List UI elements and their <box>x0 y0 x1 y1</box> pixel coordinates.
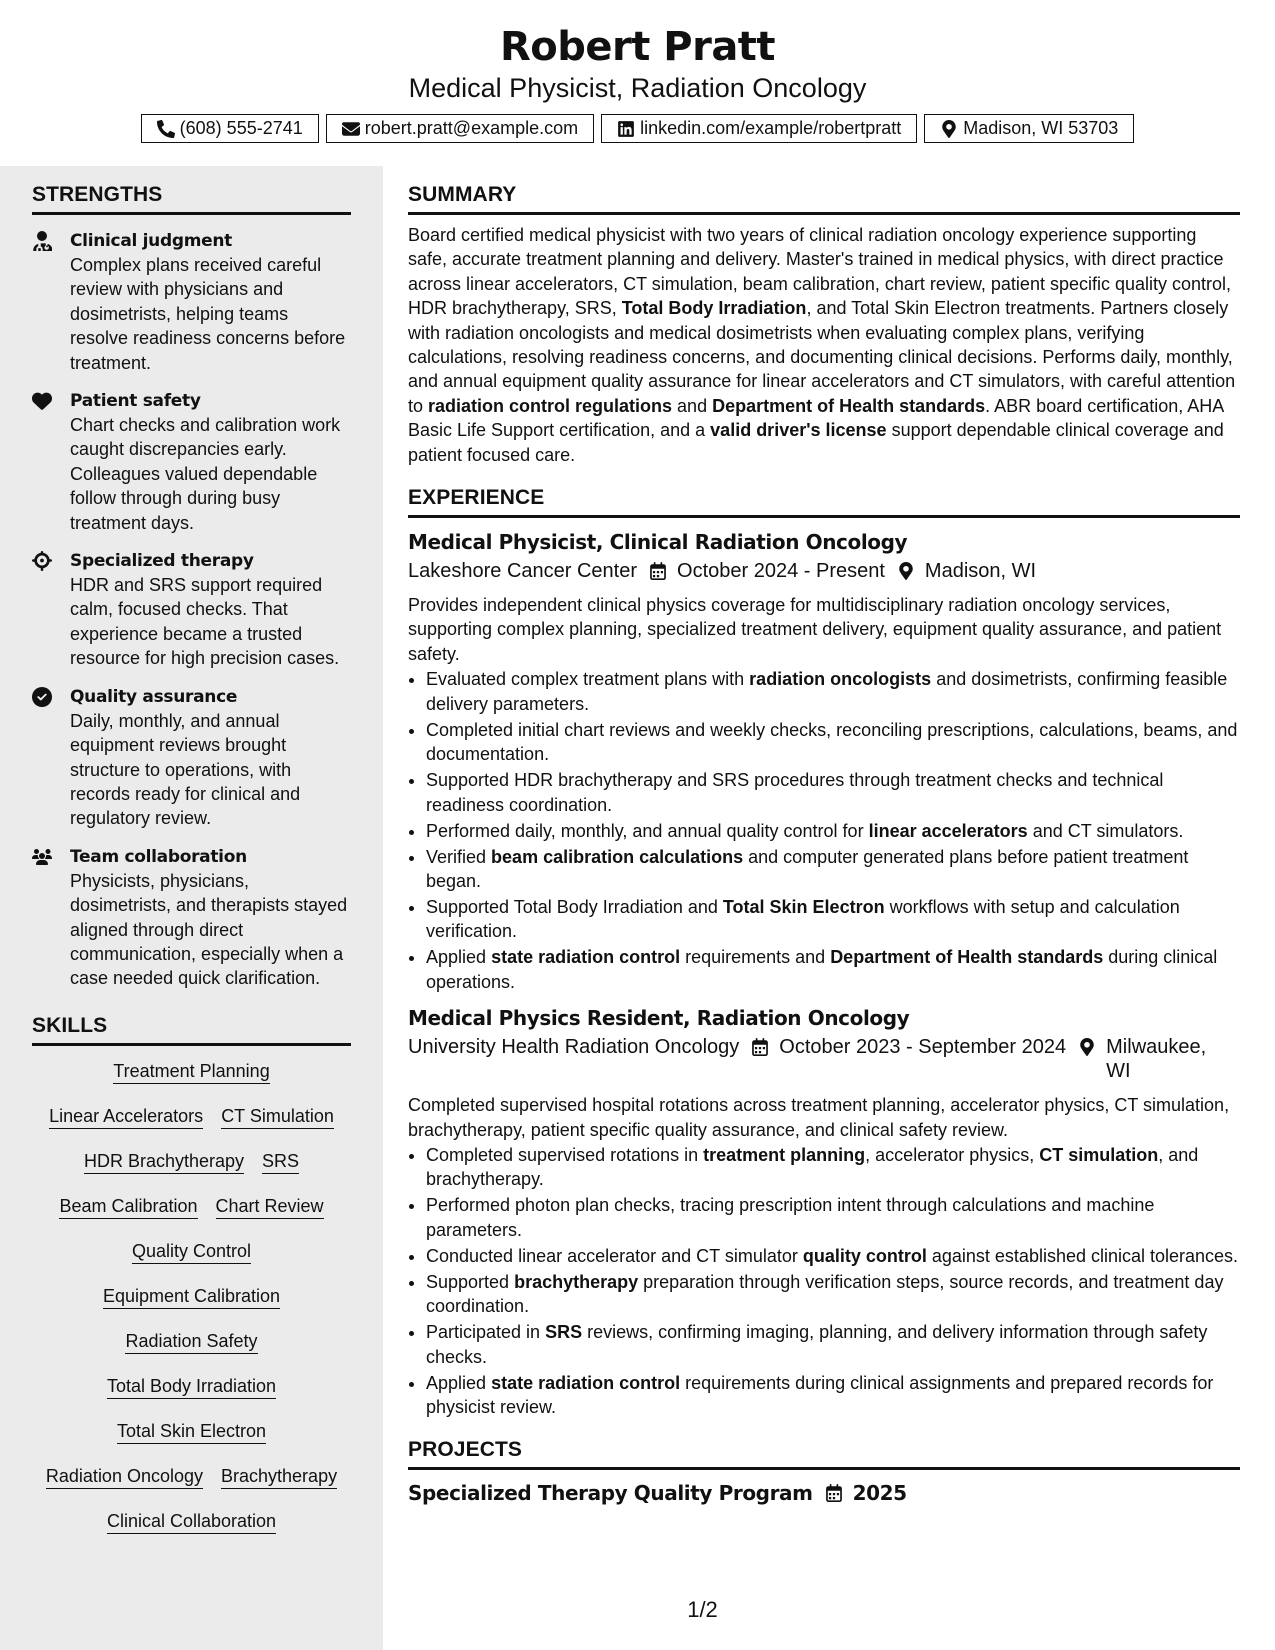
text-run: against established clinical tolerances. <box>926 1245 1239 1266</box>
linkedin-icon <box>617 120 635 138</box>
phone-icon <box>157 120 175 138</box>
bold-text: Total Skin Electron <box>722 896 885 917</box>
contact-email-text: robert.pratt@example.com <box>364 118 579 138</box>
bullet-item <box>426 945 1240 994</box>
text-run: and CT simulators. <box>1027 820 1184 841</box>
skill-tag: Quality Control <box>132 1240 251 1264</box>
job-title: Medical Physicist, Clinical Radiation Oncology <box>408 530 908 555</box>
skill-tag: Brachytherapy <box>221 1465 337 1489</box>
candidate-name: Robert Pratt <box>499 24 776 70</box>
bold-text: quality control <box>802 1245 927 1266</box>
text-run: during clinical operations. <box>426 947 1218 992</box>
strength-desc: Physicists, physicians, dosimetrists, and therapists stayed aligned through direct communication, especially when a case needed quick clarification. <box>70 870 348 989</box>
skill-row <box>107 1375 276 1420</box>
strength-title: Specialized therapy <box>70 551 254 572</box>
candidate-title: Medical Physicist, Radiation Oncology <box>408 73 867 103</box>
job-dates: October 2023 - September 2024 <box>779 1036 1067 1059</box>
bullet-item <box>426 1371 1240 1420</box>
job-bullets <box>408 667 1240 994</box>
text-run: , and Total Skin Electron treatments. Partners closely with radiation oncologists and medical dosimetrists when evaluating complex plans, verifying calculations, resolving readiness concerns, and documenting clinical decisions. Performs daily, monthly, and annual equipment quality assurance for linear accelerators and CT simulators, with careful attention to <box>408 298 1236 416</box>
text-run: Verified <box>426 846 492 867</box>
job-company: Lakeshore Cancer Center <box>408 560 638 583</box>
bullet-item <box>426 667 1240 716</box>
skill-tag: Total Body Irradiation <box>107 1375 276 1399</box>
job-location: Madison, WI <box>924 560 1037 583</box>
text-run: Board certified medical physicist with two years of clinical radiation oncology experience supporting safe, accurate treatment planning and delivery. Master's trained in medical physics, with direct practice across linear accelerators, CT simulation, beam calibration, chart review, patient specific quality control, HDR brachytherapy, SRS, <box>408 225 1232 319</box>
bold-text: state radiation control <box>491 1372 681 1393</box>
job-description: Completed supervised hospital rotations across treatment planning, accelerator physics, CT simulation, brachytherapy, patient specific quality assurance, and clinical safety review. <box>408 1095 1230 1140</box>
text-run: . ABR board certification, AHA Basic Life Support certification, and a <box>408 395 1224 441</box>
skill-row <box>49 1105 334 1150</box>
doctor-icon <box>32 231 52 251</box>
skill-row <box>113 1060 269 1105</box>
skill-tag: Radiation Safety <box>125 1330 257 1354</box>
bullet-item <box>426 1320 1240 1369</box>
skill-row <box>59 1195 323 1240</box>
map-pin-icon <box>897 562 915 580</box>
strength-title: Quality assurance <box>70 686 238 707</box>
strength-item <box>32 229 351 375</box>
job-company: University Health Radiation Oncology <box>408 1036 740 1059</box>
strength-item <box>32 685 351 831</box>
strength-desc: Daily, monthly, and annual equipment reviews brought structure to operations, with records ready for clinical and regulatory review. <box>70 710 301 829</box>
text-run: , accelerator physics, <box>865 1144 1040 1165</box>
page-number-text: 1/2 <box>687 1597 718 1622</box>
job-dates: October 2024 - Present <box>677 560 885 583</box>
text-run: and <box>672 395 713 416</box>
bullet-item <box>426 1143 1240 1192</box>
job-bullets <box>408 1143 1240 1419</box>
summary-heading: SUMMARY <box>408 182 1240 215</box>
bold-text: radiation control regulations <box>428 395 673 416</box>
text-run: Supported Total Body Irradiation and <box>426 896 723 917</box>
job-description: Provides independent clinical physics coverage for multidisciplinary radiation oncology services, supporting complex planning, specialized treatment delivery, equipment quality assurance, and patient safety. <box>408 595 1222 664</box>
skill-tag: Equipment Calibration <box>103 1285 280 1309</box>
bold-text: SRS <box>545 1322 583 1343</box>
bullet-item <box>426 1193 1240 1242</box>
contact-linkedin-text: linkedin.com/example/robertpratt <box>640 118 902 138</box>
bullet-item <box>426 1270 1240 1319</box>
skill-row <box>132 1240 251 1285</box>
crosshairs-icon <box>32 551 52 571</box>
contact-location <box>924 114 1134 143</box>
skill-row <box>84 1150 299 1195</box>
text-run: Performed photon plan checks, tracing prescription intent through calculations and machine parameters. <box>426 1195 1155 1240</box>
calendar-icon <box>751 1038 769 1056</box>
sidebar <box>0 166 383 1650</box>
map-pin-icon <box>940 120 958 138</box>
skill-row <box>46 1465 337 1510</box>
bold-text: beam calibration calculations <box>491 846 744 867</box>
skill-row <box>103 1285 280 1330</box>
skill-tag: Linear Accelerators <box>49 1105 203 1129</box>
users-icon <box>32 847 52 867</box>
project-entry <box>408 1481 1240 1505</box>
text-run: preparation through verification steps, source records, and treatment day coordination. <box>426 1271 1224 1317</box>
text-run: Participated in <box>426 1322 546 1343</box>
text-run: Supported HDR brachytherapy and SRS procedures through treatment checks and technical readiness coordination. <box>426 770 1164 815</box>
contact-location-text: Madison, WI 53703 <box>963 118 1119 138</box>
project-year: 2025 <box>852 1481 907 1506</box>
bullet-item <box>426 845 1240 894</box>
strength-title: Clinical judgment <box>70 231 232 251</box>
text-run: requirements during clinical assignments and prepared records for physicist review. <box>426 1372 1214 1417</box>
skill-tag: Treatment Planning <box>113 1060 269 1084</box>
text-run: Conducted linear accelerator and CT simulator <box>426 1245 803 1266</box>
bold-text: Department of Health standards <box>830 947 1104 968</box>
skills-list <box>32 1060 351 1555</box>
text-run: reviews, confirming imaging, planning, and delivery information through safety checks. <box>426 1322 1208 1367</box>
contact-linkedin[interactable] <box>601 114 917 143</box>
text-run: Evaluated complex treatment plans with <box>426 669 750 690</box>
resume-header <box>0 0 1275 165</box>
skill-tag: HDR Brachytherapy <box>84 1150 244 1174</box>
bold-text: treatment planning <box>703 1144 866 1165</box>
job-entry <box>408 1005 1240 1419</box>
text-run: requirements and <box>680 947 831 968</box>
calendar-icon <box>825 1484 843 1502</box>
projects-heading: PROJECTS <box>408 1437 1240 1470</box>
skill-row <box>107 1510 276 1555</box>
bold-text: Department of Health standards <box>712 395 986 416</box>
strength-title: Patient safety <box>70 391 201 412</box>
job-entry <box>408 529 1240 994</box>
strength-item <box>32 549 351 671</box>
skills-heading: SKILLS <box>32 1013 351 1046</box>
skill-tag: Chart Review <box>216 1195 324 1219</box>
bullet-item <box>426 1244 1240 1268</box>
job-meta <box>408 559 1240 583</box>
bold-text: brachytherapy <box>514 1271 639 1292</box>
strength-title: Team collaboration <box>70 846 247 867</box>
text-run: Completed supervised rotations in <box>426 1144 704 1165</box>
envelope-icon <box>342 120 360 138</box>
bullet-item <box>426 768 1240 817</box>
text-run: workflows with setup and calculation verification. <box>426 896 1180 942</box>
heart-icon <box>32 391 52 411</box>
text-run: and dosimetrists, confirming feasible delivery parameters. <box>426 669 1228 714</box>
project-title: Specialized Therapy Quality Program <box>408 1481 813 1506</box>
skill-tag: Clinical Collaboration <box>107 1510 276 1534</box>
contact-phone-text: (608) 555-2741 <box>179 118 303 138</box>
text-run: Performed daily, monthly, and annual quality control for <box>426 820 869 841</box>
contact-email[interactable] <box>326 114 594 143</box>
bold-text: radiation oncologists <box>749 669 932 690</box>
skill-tag: Beam Calibration <box>59 1195 197 1219</box>
text-run: and computer generated plans before patient treatment began. <box>426 846 1189 891</box>
contact-phone[interactable] <box>141 114 319 143</box>
bold-text: state radiation control <box>491 947 681 968</box>
skill-tag: SRS <box>262 1150 299 1174</box>
skill-tag: Radiation Oncology <box>46 1465 203 1489</box>
contact-bar <box>0 114 1275 143</box>
skill-row <box>125 1330 257 1375</box>
check-circle-icon <box>32 687 52 707</box>
skill-tag: CT Simulation <box>221 1105 334 1129</box>
page-number <box>0 1597 1275 1623</box>
text-run: Supported <box>426 1271 515 1292</box>
bullet-item <box>426 895 1240 944</box>
strength-desc: Chart checks and calibration work caught discrepancies early. Colleagues valued dependable follow through during busy treatment days. <box>70 415 341 533</box>
text-run: Completed initial chart reviews and weekly checks, reconciling prescriptions, calculations, beams, and documentation. <box>426 719 1238 765</box>
text-run: Applied <box>426 1372 492 1393</box>
bold-text: CT simulation <box>1039 1144 1159 1165</box>
job-title: Medical Physics Resident, Radiation Oncology <box>408 1006 910 1031</box>
strength-item <box>32 389 351 535</box>
bullet-item <box>426 819 1240 843</box>
main-content <box>408 166 1240 1505</box>
bullet-item <box>426 718 1240 767</box>
text-run: support dependable clinical coverage and patient focused care. <box>408 420 1224 465</box>
text-run: Applied <box>426 947 492 968</box>
bold-text: linear accelerators <box>868 820 1028 841</box>
strength-desc: Complex plans received careful review with physicians and dosimetrists, helping teams resolve readiness concerns before treatment. <box>70 255 346 373</box>
experience-list <box>408 529 1240 1419</box>
bold-text: valid driver's license <box>710 420 887 441</box>
bold-text: Total Body Irradiation <box>621 298 807 319</box>
skill-row <box>117 1420 266 1465</box>
summary-text <box>408 223 1240 467</box>
job-meta <box>408 1035 1240 1083</box>
text-run: , and brachytherapy. <box>426 1144 1199 1190</box>
skill-tag: Total Skin Electron <box>117 1420 266 1444</box>
strengths-heading: STRENGTHS <box>32 182 351 215</box>
map-pin-icon <box>1078 1038 1096 1056</box>
experience-heading: EXPERIENCE <box>408 485 1240 518</box>
strength-item <box>32 845 351 991</box>
job-location: Milwaukee, WI <box>1106 1036 1207 1083</box>
strength-desc: HDR and SRS support required calm, focused checks. That experience became a trusted resource for high precision cases. <box>70 575 340 669</box>
calendar-icon <box>649 562 667 580</box>
